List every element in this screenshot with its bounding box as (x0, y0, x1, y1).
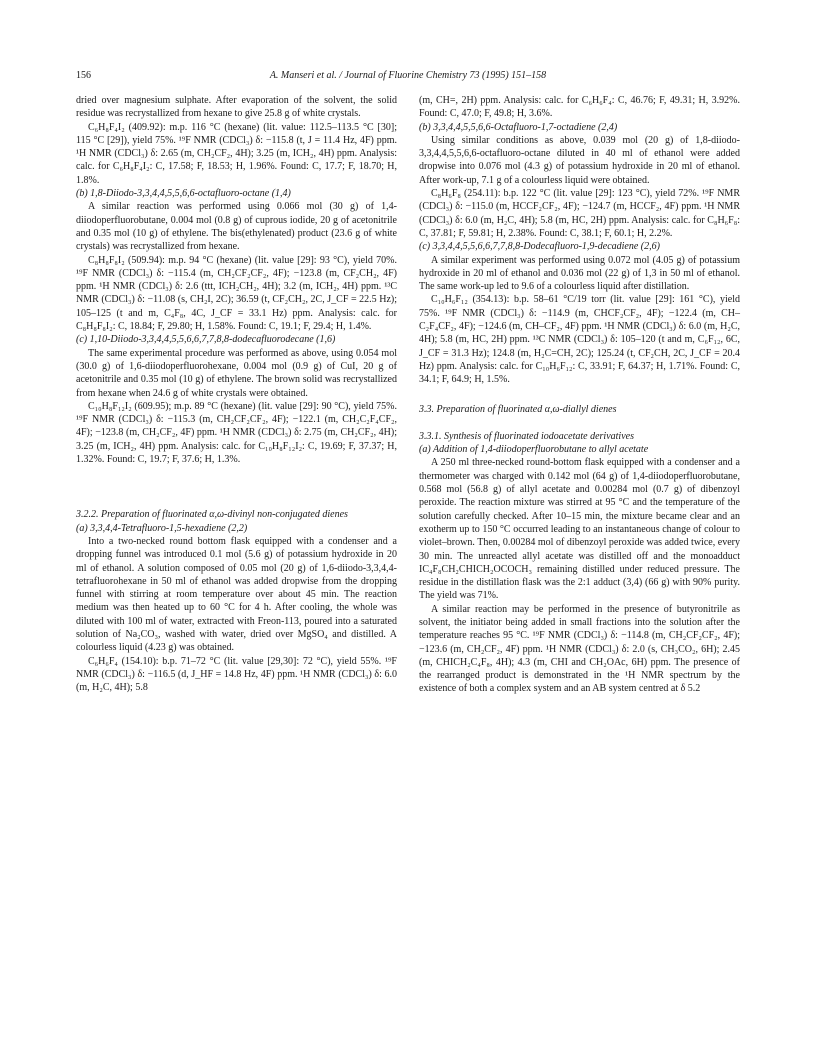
body-paragraph: C₁₀H₈F₁₂I₂ (609.95); m.p. 89 °C (hexane) (lit. value [29]: 90 °C), yield 75%. ¹⁹F NMR (CDCl₃) δ: −115.3 (m, CH₂CF₂CF₂, 4F); −122.1 (m, CH₂C₂F₄CF₂, 4F); −123.8 (m, CH₂CF₂, 4F) ppm. ¹H NMR (CDCl₃) δ: 2.75 (m, CH₂CF₂, 4H); 3.25 (m, ICH₂, 4H) ppm. Analysis: calc. for C₁₀H₈F₁₂I₂: C, 19.69; F, 37.37; H, 1.32%. Found: C, 19.7; F, 37.6; H, 1.3%. (76, 400, 397, 466)
body-paragraph: Into a two-necked round bottom flask equipped with a condenser and a dropping funnel was introduced 0.1 mol (5.6 g) of potassium hydroxide in 20 ml of ethanol. A solution composed of 0.05 mol (20 g) of 1,6-diiodo-3,3,4,4-tetrafluorohexane in 50 ml of ethanol was added dropwise from the dropping funnel with stirring at room temperature over about 45 min. The reaction medium was then heated up to 60 °C for 4 h. After cooling, the whole was diluted with 100 ml of water, extracted with Freon-113, poured into a saturated solution of Na₂CO₃, washed with water, dried over MgSO₄ and distilled. A colourless liquid (4.23 g) was obtained. (76, 535, 397, 654)
page-number: 156 (76, 70, 91, 81)
body-paragraph: C₈H₈F₈I₂ (509.94): m.p. 94 °C (hexane) (lit. value [29]: 93 °C), yield 70%. ¹⁹F NMR (CDCl₃) δ: −115.4 (m, CH₂CF₂CF₂, 4F); −123.8 (m, CF₂CH₂, 4F) ppm. ¹H NMR (CDCl₃) δ: 2.6 (ttt, ICH₂CH₂, 4H); 3.2 (m, ICH₂, 4H) ppm. ¹³C NMR (CDCl₃) δ: −11.08 (s, CH₂I, 2C); 36.59 (t, CF₂CH₂, 2C, J_CF = 22.5 Hz); 105–125 (t and m, C₄F₈, 4C, J_CF = 33.1 Hz) ppm. Analysis: calc. for C₈H₈F₈I₂: C, 18.84; F, 29.80; H, 1.58%. Found: C, 19.1; F, 29.4; H, 1.4%. (76, 254, 397, 333)
subsection-heading: (c) 1,10-Diiodo-3,3,4,4,5,5,6,6,7,7,8,8-dodecafluorodecane (1,6) (76, 334, 336, 346)
running-head: A. Manseri et al. / Journal of Fluorine Chemistry 73 (1995) 151–158 (269, 70, 547, 81)
body-paragraph: A similar reaction may be performed in the presence of butyronitrile as solvent, the initiator being added in small fractions into the solution after the temperature reaches 95 °C. ¹⁹F NMR (CDCl₃) δ: −114.8 (m, CH₂CF₂CF₂, 4F); −123.6 (m, CH₂CF₂, 4F) ppm. ¹H NMR (CDCl₃) δ: 2.0 (s, CH₃CO₂, 6H); 2.45 (m, CHICH₂C₄F₈, 4H); 4.3 (m, CHI and CH₂OAc, 6H) ppm. The presence of the rearranged product is demonstrated in the ¹H NMR spectrum by the existence of both a complex system and an AB system centred at δ 5.2 (419, 603, 740, 695)
body-paragraph: C₆H₈F₄I₂ (409.92): m.p. 116 °C (hexane) (lit. value: 112.5–113.5 °C [30]; 115 °C [29]), yield 75%. ¹⁹F NMR (CDCl₃) δ: −115.8 (t, J = 11.4 Hz, 4F) ppm. ¹H NMR (CDCl₃) δ: 2.65 (m, CH₂CF₂, 4H); 3.25 (m, ICH₂, 4H) ppm. Analysis: calc. for C₆H₈F₄I₂: C, 17.58; F, 18.53; H, 1.96%. Found: C, 17.7; F, 18.70; H, 1.8%. (76, 121, 397, 186)
body-paragraph: (m, CH=, 2H) ppm. Analysis: calc. for C₆H₆F₄: C, 46.76; F, 49.31; H, 3.92%. Found: C, 47.0; F, 49.8; H, 3.6%. (419, 95, 740, 120)
section-heading: 3.2.2. Preparation of fluorinated α,ω-divinyl non-conjugated dienes (76, 509, 348, 521)
subsection-heading: (a) Addition of 1,4-diiodoperfluorobutane to allyl acetate (419, 444, 649, 456)
subsection-heading: (c) 3,3,4,4,5,5,6,6,7,7,8,8-Dodecafluoro-1,9-decadiene (2,6) (419, 241, 660, 253)
section-heading: 3.3. Preparation of fluorinated α,ω-diallyl dienes (419, 403, 617, 415)
body-paragraph: C₁₀H₆F₁₂ (354.13): b.p. 58–61 °C/19 torr (lit. value [29]: 161 °C), yield 75%. ¹⁹F NMR (CDCl₃) δ: −114.9 (m, CHCF₂CF₂, 4F); −122.4 (m, CH–C₂F₄CF₂, 4F); −124.6 (m, CH–CF₂, 4F) ppm. ¹H NMR (CDCl₃) δ: 6.0 (m, H₂C, 4H); 5.8 (m, HC, 2H) ppm. ¹³C NMR (CDCl₃) δ: 105–120 (t and m, C₆F₁₂, 6C, J_CF = 31.3 Hz); 124.8 (m, H₂C=CH, 2C); 125.24 (t, CF₂CH, 2C, J_CF = 20.4 Hz) ppm. Analysis: calc. for C₁₀H₆F₁₂: C, 33.91; F, 64.37; H, 1.71%. Found: C, 34.1; F, 64.9; H, 1.5%. (419, 294, 740, 386)
body-paragraph: A similar experiment was performed using 0.072 mol (4.05 g) of potassium hydroxide in 20 ml of ethanol and 0.036 mol (22 g) of 1,3 in 50 ml of ethanol. The same work-up led to 9.6 of a colourless liquid after distillation. (419, 254, 740, 293)
body-paragraph: C₆H₆F₄ (154.10): b.p. 71–72 °C (lit. value [29,30]: 72 °C), yield 55%. ¹⁹F NMR (CDCl₃) δ: −116.5 (d, J_HF = 14.8 Hz, 4F) ppm. ¹H NMR (CDCl₃) δ: 6.0 (m, H₂C, 4H); 5.8 (76, 655, 397, 694)
section-spacer (419, 416, 740, 430)
right-column (419, 94, 740, 696)
page-header (76, 70, 740, 84)
body-paragraph: C₈H₆F₈ (254.11): b.p. 122 °C (lit. value [29]: 123 °C), yield 72%. ¹⁹F NMR (CDCl₃) δ: −115.0 (m, HCCF₂CF₂, 4F); −124.7 (m, HCCF₂, 4F) ppm. ¹H NMR (CDCl₃) δ: 6.0 (m, H₂C, 4H); 5.8 (m, HC, 2H) ppm. Analysis: calc. for C₈H₆F₈: C, 37.81; F, 59.81; H, 2.38%. Found: C, 38.1; F, 60.1; H, 2.2%. (419, 188, 740, 239)
section-heading: 3.3.1. Synthesis of fluorinated iodoacetate derivatives (419, 430, 634, 442)
body-paragraph: Using similar conditions as above, 0.039 mol (20 g) of 1,8-diiodo-3,3,4,4,5,5,6,6-octafluoro-octane diluted in 40 ml of ethanol were added dropwise into 0.076 mol (4.3 g) of potassium hydroxide in 20 ml of ethanol. After work-up, 7.1 g of a colourless liquid were obtained. (419, 134, 740, 186)
subsection-heading: (a) 3,3,4,4-Tetrafluoro-1,5-hexadiene (2,2) (76, 522, 248, 534)
section-spacer (76, 466, 397, 508)
body-paragraph: A similar reaction was performed using 0.066 mol (30 g) of 1,4-diiodoperfluorobutane, 0.004 mol (0.8 g) of cuprous iodide, 20 g of acetonitrile and 0.35 mol (10 g) of ethylene. The bis(ethylenated) product (23.6 g of white crystals) was recrystallized from hexane. (76, 201, 397, 253)
body-paragraph: The same experimental procedure was performed as above, using 0.054 mol (30.0 g) of 1,6-diiodoperfluorohexane, 0.004 mol (0.9 g) of CuI, 20 g of acetonitrile and 0.35 mol (10 g) of ethylene. The brown solid was recrystallized from hexane when 24.6 g of white crystals were obtained. (76, 347, 397, 399)
body-paragraph: A 250 ml three-necked round-bottom flask equipped with a condenser and a thermometer was charged with 0.142 mol (64 g) of 1,4-diiodoperfluorobutane, 0.568 mol (56.8 g) of allyl acetate and 0.00284 mol (0.7 g) of dibenzoyl peroxide. The reaction mixture was stirred at 95 °C and the temperature of the solution carefully checked. After 10–15 min, the mixture became clear and an exotherm up to 150 °C occurred leading to an instantaneous change of colour to violet–brown. Then, 0.00284 mol of dibenzoyl peroxide was added twice, every 30 min. The unreacted allyl acetate was distilled off and the monoadduct IC₄F₈CH₂CHICH₂OCOCH₃ remaining distilled under reduced pressure. The residue in the distillation flask was the 2:1 adduct (3,4) (66 g) with 90% purity. The yield was 71%. (419, 457, 740, 602)
subsection-heading: (b) 3,3,4,4,5,5,6,6-Octafluoro-1,7-octadiene (2,4) (419, 121, 618, 133)
section-spacer (419, 387, 740, 403)
left-column (76, 94, 397, 694)
body-paragraph: dried over magnesium sulphate. After evaporation of the solvent, the solid residue was recrystallized from hexane to give 25.8 g of white crystals. (76, 95, 397, 120)
subsection-heading: (b) 1,8-Diiodo-3,3,4,4,5,5,6,6-octafluoro-octane (1,4) (76, 188, 291, 200)
